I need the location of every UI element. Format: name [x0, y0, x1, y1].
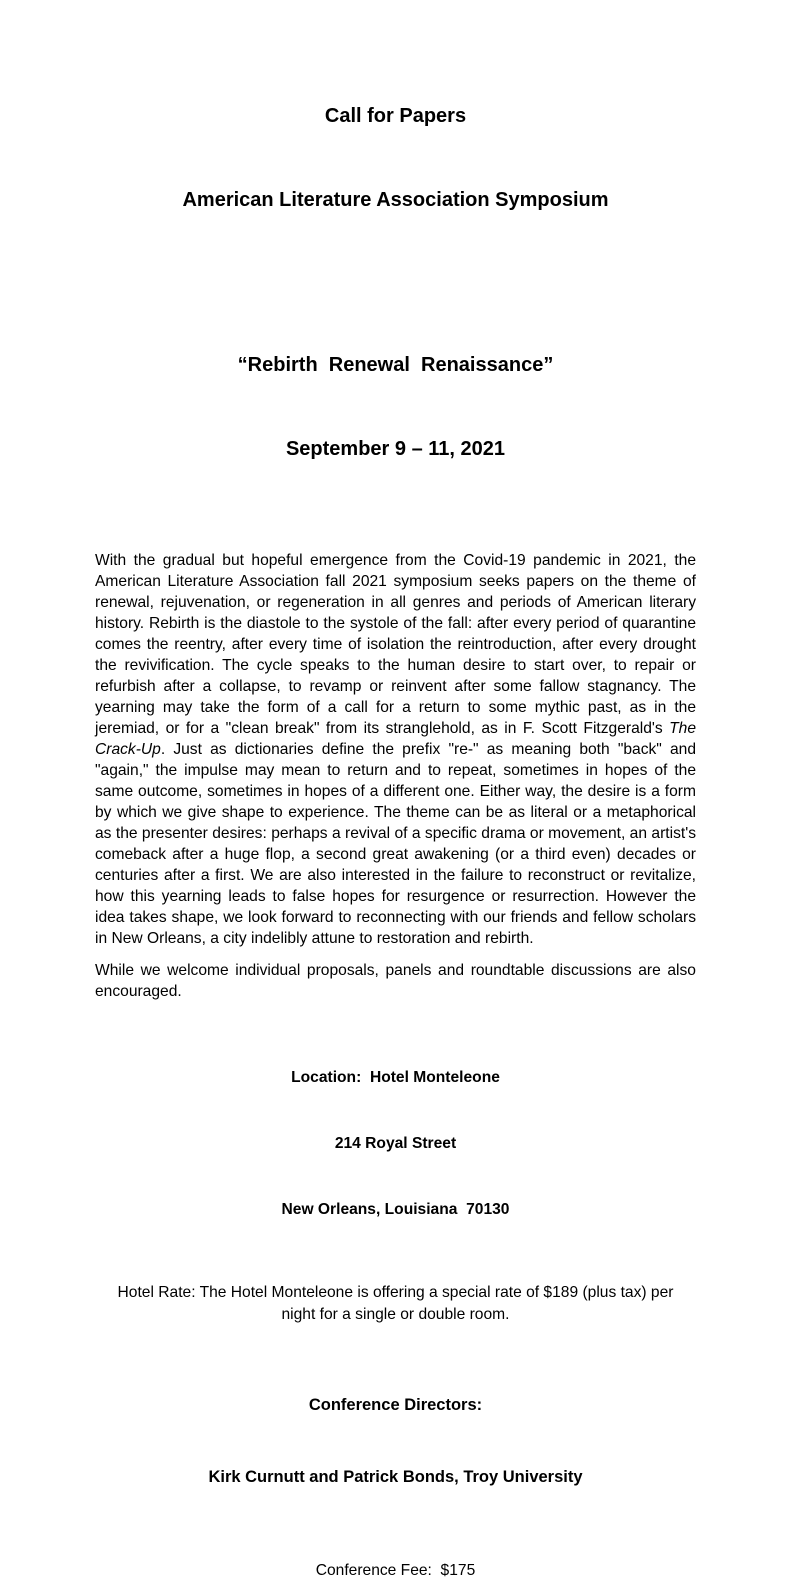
- title-line-call-for-papers: Call for Papers: [324, 105, 467, 127]
- body-paragraph-2: While we welcome individual proposals, panels and roundtable discussions are also encouraged.: [95, 962, 696, 1000]
- conference-directors-block: [95, 1345, 696, 1537]
- body-paragraph-1: [95, 550, 696, 949]
- conference-directors-names: Kirk Curnutt and Patrick Bonds, Troy University: [208, 1468, 583, 1486]
- hotel-rate-text: Hotel Rate: The Hotel Monteleone is offering a special rate of $189 (plus tax) per night for a single or double room.: [117, 1284, 674, 1323]
- book-title-italic: The Crack-Up: [95, 720, 696, 758]
- symposium-dates: September 9 – 11, 2021: [285, 438, 506, 460]
- title-line-association: American Literature Association Symposium: [182, 189, 609, 211]
- conference-directors-heading: Conference Directors:: [308, 1396, 483, 1414]
- document-title-block: [95, 46, 696, 270]
- location-hotel-line: Location: Hotel Monteleone: [291, 1069, 500, 1086]
- location-block: [95, 1023, 696, 1265]
- conference-fee-text: Conference Fee: $175: [315, 1562, 476, 1579]
- document-subtitle-block: [95, 295, 696, 519]
- location-street-line: 214 Royal Street: [334, 1135, 457, 1152]
- symposium-theme: “Rebirth Renewal Renaissance”: [237, 354, 554, 376]
- location-city-line: New Orleans, Louisiana 70130: [281, 1201, 510, 1218]
- paragraph-text-before-italic: With the gradual but hopeful emergence from the Covid-19 pandemic in 2021, the American Literature Association fall 2021 symposium seeks papers on the theme of renewal, rejuvenation, or regeneration in all genres and periods of American literary history. Rebirth is the diastole to the systole of the fall: after every period of quarantine comes the reentry, after every time of isolation the reintroduction, after every drought the revivification. The cycle speaks to the human desire to start over, to repair or refurbish after a collapse, to revamp or reinvent after some fallow stagnancy. The yearning may take the form of a call for a return to some mythic past, as in the jeremiad, or for a "clean break" from its stranglehold, as in F. Scott Fitzgerald's: [95, 552, 696, 737]
- paragraph-text-after-italic: . Just as dictionaries define the prefix "re-" as meaning both "back" and "again," the impulse may mean to return and to repeat, sometimes in hopes of the same outcome, sometimes in hopes of a different one. Either way, the desire is a form by which we give shape to experience. The theme can be as literal or a metaphorical as the presenter desires: perhaps a revival of a specific drama or movement, an artist's comeback after a huge flop, a second great awakening (or a third even) decades or centuries after a first. We are also interested in the failure to reconstruct or revitalize, how this yearning leads to false hopes for resurgence or resurrection. However the idea takes shape, we look forward to reconnecting with our friends and fellow scholars in New Orleans, a city indelibly attune to restoration and rebirth.: [95, 741, 696, 947]
